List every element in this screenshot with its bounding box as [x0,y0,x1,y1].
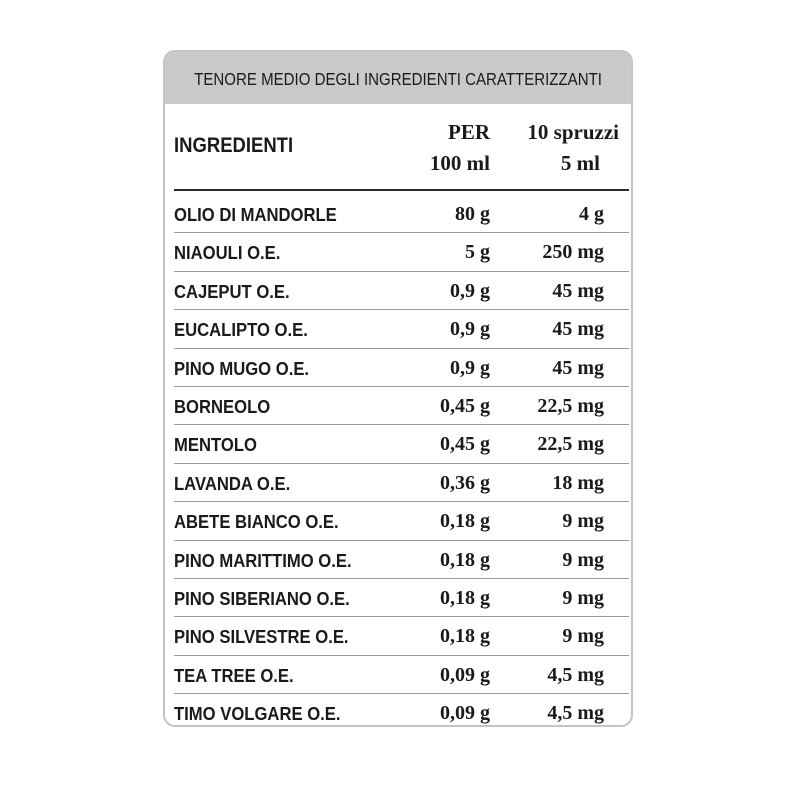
amount-per-100ml: 0,45 g [440,394,490,417]
amount-per-100ml: 0,18 g [440,586,490,609]
ingredient-name: PINO SILVESTRE O.E. [174,626,349,648]
amount-per-100ml: 0,9 g [450,356,490,379]
column-headers [165,104,631,188]
amount-per-5ml: 45 mg [552,356,604,379]
table-row [174,502,629,540]
ingredient-name: TEA TREE O.E. [174,664,294,686]
column-header-spray-line1: 10 spruzzi [527,120,619,144]
table-row [174,541,629,579]
amount-per-5ml: 9 mg [562,510,604,533]
amount-per-100ml: 0,36 g [440,471,490,494]
amount-per-100ml: 0,18 g [440,625,490,648]
table-row [174,310,629,348]
column-header-spray-line2: 5 ml [560,151,600,175]
table-row [174,656,629,694]
amount-per-5ml: 9 mg [562,586,604,609]
column-header-per-100ml [390,117,490,179]
ingredient-name: ABETE BIANCO O.E. [174,511,339,533]
amount-per-100ml: 0,9 g [450,279,490,302]
amount-per-5ml: 9 mg [562,625,604,648]
ingredient-name: PINO MUGO O.E. [174,357,310,379]
amount-per-5ml: 4,5 mg [547,663,604,686]
amount-per-100ml: 0,9 g [450,318,490,341]
table-row [174,233,629,271]
amount-per-5ml: 18 mg [552,471,604,494]
amount-per-5ml: 4 g [579,203,604,225]
table-row [174,195,629,233]
table-row [174,617,629,655]
amount-per-5ml: 22,5 mg [537,433,604,456]
table-row [174,694,629,727]
amount-per-100ml: 0,09 g [440,702,490,725]
amount-per-100ml: 0,45 g [440,433,490,456]
ingredient-name: NIAOULI O.E. [174,242,281,264]
amount-per-5ml: 22,5 mg [537,394,604,417]
ingredient-name: CAJEPUT O.E. [174,280,290,302]
ingredients-table-card [163,50,633,727]
table-row [174,272,629,310]
ingredient-name: PINO SIBERIANO O.E. [174,587,350,609]
ingredient-name: EUCALIPTO O.E. [174,319,308,341]
table-row [174,349,629,387]
ingredient-name: LAVANDA O.E. [174,472,291,494]
amount-per-5ml: 250 mg [542,241,604,264]
amount-per-5ml: 4,5 mg [547,702,604,725]
table-row [174,579,629,617]
amount-per-5ml: 45 mg [552,318,604,341]
amount-per-100ml: 5 g [465,241,490,264]
amount-per-5ml: 45 mg [552,279,604,302]
column-header-per-line2: 100 ml [429,151,490,175]
amount-per-5ml: 9 mg [562,548,604,571]
ingredient-name: MENTOLO [174,434,257,456]
table-title-bar [165,52,631,104]
amount-per-100ml: 0,18 g [440,548,490,571]
column-header-per-line1: PER [448,120,490,144]
table-row [174,425,629,463]
ingredient-name: OLIO DI MANDORLE [174,204,337,225]
table-row [174,464,629,502]
ingredient-name: TIMO VOLGARE O.E. [174,703,341,725]
table-row [174,387,629,425]
amount-per-100ml: 0,09 g [440,663,490,686]
table-title: TENORE MEDIO DEGLI INGREDIENTI CARATTERIZZANTI [194,68,602,89]
column-header-spray-5ml [494,117,619,179]
ingredient-name: PINO MARITTIMO O.E. [174,549,352,571]
header-divider [174,189,629,191]
ingredient-rows [174,195,629,727]
amount-per-100ml: 80 g [455,203,490,225]
column-header-ingredient: INGREDIENTI [174,134,294,157]
amount-per-100ml: 0,18 g [440,510,490,533]
ingredient-name: BORNEOLO [174,395,271,417]
